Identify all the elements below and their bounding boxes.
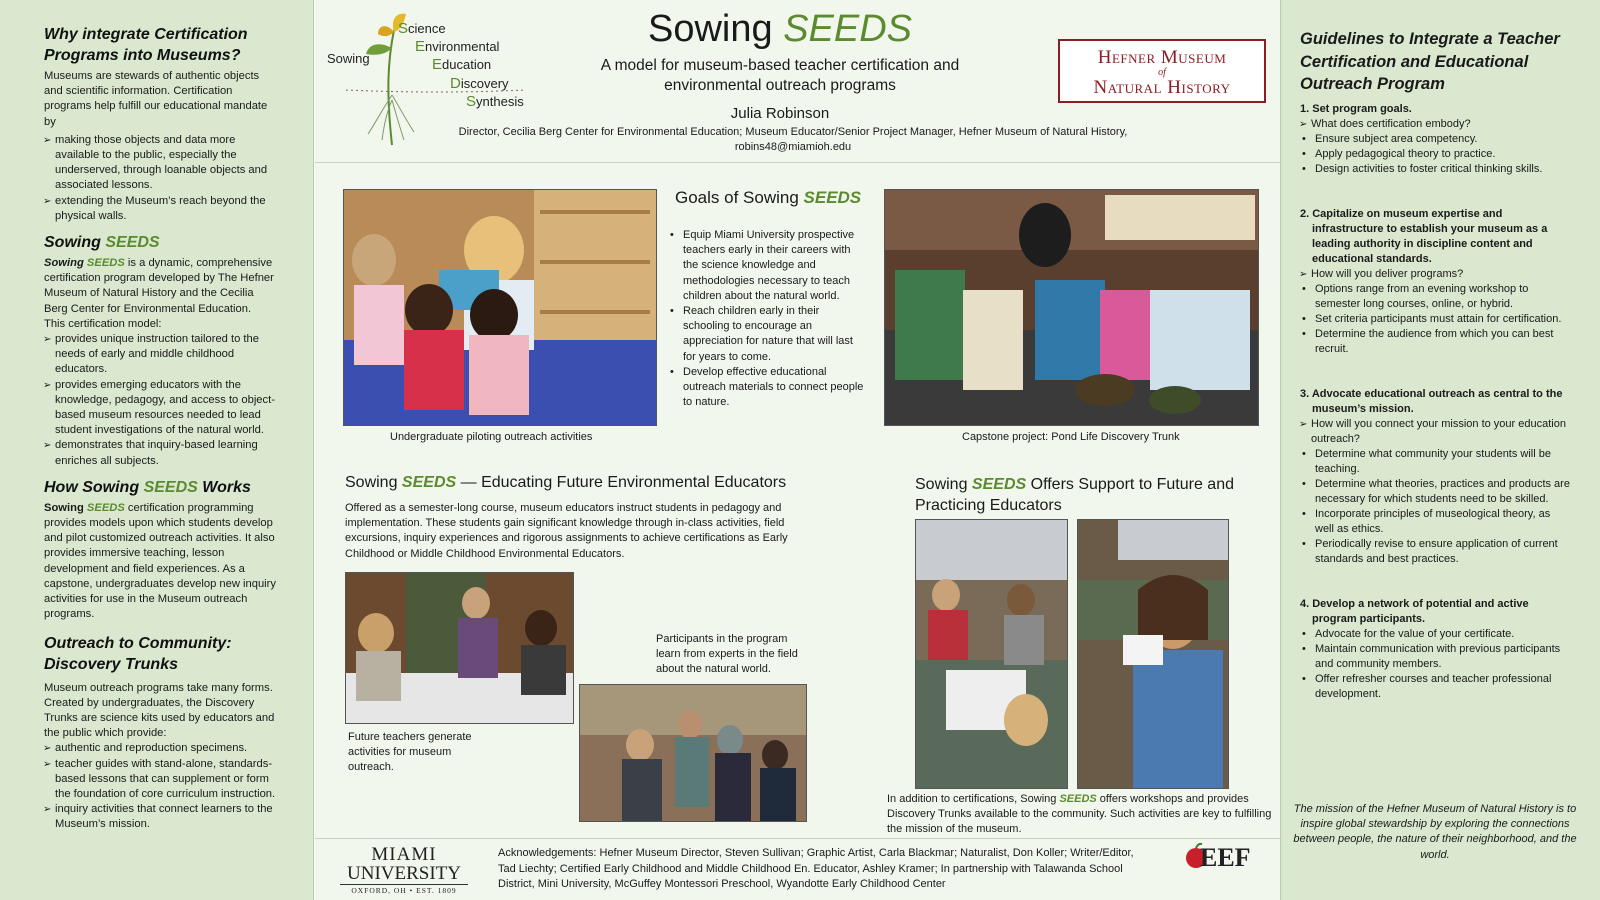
model-list (44, 332, 280, 469)
outreach-list (44, 741, 280, 832)
caption-photo1: Undergraduate piloting outreach activities (390, 431, 593, 443)
support-title-seeds: SEEDS (971, 476, 1027, 493)
eef-logo (1180, 842, 1256, 894)
sowing-inline: Sowing (44, 257, 84, 270)
outreach-title: Outreach to Community: Discovery Trunks (44, 634, 232, 673)
list-item: • Design activities to foster critical thinking skills. (1300, 162, 1570, 177)
educating-text: Offered as a semester-long course, museum educators instruct students in pedagogy and implementation. These students gain significant knowledge through in-class activities, field excursions, inquiry experiences and rigorous assignments to achieve certifications as Early Childhood or Middle Childhood Environmental Educators. (345, 502, 788, 560)
list-item: • Incorporate principles of museological theory, as well as ethics. (1300, 507, 1570, 537)
goals-title-pre: Goals of Sowing (675, 188, 804, 207)
photo-image (344, 190, 657, 426)
how-sowing-inline: Sowing (44, 501, 84, 514)
list-item: ➢ provides emerging educators with the knowledge, pedagogy, and access to object-based museum resources needed to lead student investigations of the natural world. (44, 378, 280, 439)
photo-image (1078, 520, 1229, 789)
guideline-list (1300, 132, 1570, 177)
why-list (44, 133, 280, 224)
list-item: • Offer refresher courses and teacher professional development. (1300, 672, 1570, 702)
list-item: • Equip Miami University prospective teachers early in their careers with the science knowledge and methodologies necessary to teach children about the natural world. (668, 228, 868, 304)
how-text-body: certification programming provides models upon which students develop and pilot customized outreach activities. It also provides immersive teaching, lesson development and field experiences. As a capstone, undergraduates develop new inquiry activities for use in the Museum outreach programs. (44, 501, 276, 621)
list-item: ➢ How will you deliver programs? (1300, 267, 1570, 282)
how-title-pre: How Sowing (44, 478, 140, 496)
list-item: • Determine the audience from which you can best recruit. (1300, 327, 1570, 357)
list-item: ➢ What does certification embody? (1300, 117, 1570, 132)
list-item: • Determine what theories, practices and products are necessary for which students need to be skilled. (1300, 477, 1570, 507)
how-title-post: Works (202, 478, 251, 496)
model-intro: This certification model: (44, 317, 162, 330)
goals-title-seeds: SEEDS (803, 188, 862, 207)
email: robins48@miamioh.edu (734, 140, 852, 153)
logo-sowing: Sowing (327, 51, 370, 66)
support-text-post: offers workshops and provides Discovery Trunks available to the community. Such activities are key to fulfilling the mission of the museum. (887, 793, 1272, 836)
photo-image (580, 685, 807, 822)
miami-line1: MIAMI (371, 844, 437, 865)
sowing-text (44, 256, 280, 317)
list-item: ➢ How will you connect your mission to your education outreach? (1300, 417, 1570, 447)
photo-workshop-right (1077, 519, 1229, 789)
logo-line-environmental: Environmental (415, 38, 500, 55)
museum-logo-line2: Natural History (1093, 77, 1231, 98)
support-title (915, 474, 1255, 516)
support-title-post: Offers Support to Future and Practicing Educators (915, 476, 1234, 514)
list-item: ➢ authentic and reproduction specimens. (44, 741, 280, 756)
how-works-title (44, 477, 280, 498)
museum-logo-of: of (1158, 67, 1166, 78)
hefner-museum-logo (1058, 39, 1266, 103)
seeds-word: SEEDS (143, 478, 198, 496)
sowing-text-body: is a dynamic, comprehensive certification program developed by The Hefner Museum of Natural History and the Cecilia Berg Center for Environmental Education. (44, 257, 274, 315)
list-item: ➢ making those objects and data more available to the public, especially the underserved, through loanable objects and associated lessons. (44, 133, 280, 194)
guideline-arrow-list (1300, 117, 1570, 132)
why-title: Why integrate Certification Programs into Museums? (44, 26, 248, 64)
acknowledgements: Acknowledgements: Hefner Museum Director, Steven Sullivan; Graphic Artist, Carla Blackmar; Naturalist, Don Koller; Writer/Editor, Tad Liechty; Certified Early Childhood and Middle Childhood En. Educator, Ashley Kramer; In partnership with Talawanda School District, Mini University, McGuffey Montessori Preschool, Wyandotte Early Childhood Center (498, 847, 1134, 890)
list-item: • Maintain communication with previous participants and community members. (1300, 642, 1570, 672)
eef-label: EEF (1200, 843, 1251, 872)
list-item: • Determine what community your students will be teaching. (1300, 447, 1570, 477)
photo-image (916, 520, 1068, 789)
photo-pond-life-trunk (884, 189, 1259, 426)
list-item: • Develop effective educational outreach materials to connect people to nature. (668, 365, 868, 411)
educating-title (345, 472, 815, 493)
photo-image (346, 573, 574, 724)
sowing-word: Sowing (44, 234, 101, 252)
affiliation-line: Director, Cecilia Berg Center for Environmental Education; Museum Educator/Senior Project Manager, Hefner Museum of Natural History, (458, 126, 1128, 138)
museum-mission: The mission of the Hefner Museum of Natural History is to inspire global stewardship by exploring the connections between people, the nature of their neighborhood, and the world. (1293, 803, 1577, 861)
outreach-text: Museum outreach programs take many forms. Created by undergraduates, the Discovery Trunks are science kits used by educators and the public which provide: (44, 681, 275, 740)
list-item: ➢ inquiry activities that connect learners to the Museum’s mission. (44, 802, 280, 832)
guidelines (1300, 28, 1570, 702)
list-item: ➢ extending the Museum’s reach beyond the physical walls. (44, 194, 280, 224)
support-title-pre: Sowing (915, 476, 972, 493)
goals-list (668, 228, 868, 410)
list-item: • Periodically revise to ensure application of current standards and best practices. (1300, 537, 1570, 567)
museum-logo-line1: Hefner Museum (1097, 47, 1227, 68)
title-seeds: SEEDS (783, 8, 913, 50)
guideline-head: 3. Advocate educational outreach as central to the museum’s mission. (1300, 387, 1563, 415)
seeds-word: SEEDS (105, 234, 160, 252)
guideline-list (1300, 282, 1570, 357)
how-text (44, 501, 280, 623)
why-text: Museums are stewards of authentic objects and scientific information. Certification programs help fulfill our educational mandate by (44, 70, 268, 128)
list-item: ➢ demonstrates that inquiry-based learning enriches all subjects. (44, 438, 280, 468)
caption-photo2: Capstone project: Pond Life Discovery Trunk (962, 431, 1180, 443)
photo-undergraduate-outreach (343, 189, 657, 426)
guideline-4 (1300, 597, 1570, 702)
list-item: • Reach children early in their schooling to encourage an appreciation for nature that will last for years to come. (668, 304, 868, 365)
logo-line-education: Education (432, 56, 492, 73)
photo-future-teachers (345, 572, 574, 724)
guideline-1 (1300, 102, 1570, 177)
list-item: • Ensure subject area competency. (1300, 132, 1570, 147)
logo-line-synthesis: Synthesis (466, 93, 524, 110)
support-text-seeds: SEEDS (1059, 793, 1097, 805)
guideline-list (1300, 627, 1570, 702)
guidelines-title: Guidelines to Integrate a Teacher Certification and Educational Outreach Program (1300, 30, 1560, 93)
guideline-2 (1300, 207, 1570, 357)
photo-image (885, 190, 1259, 426)
subtitle: A model for museum-based teacher certification and environmental outreach programs (600, 57, 960, 94)
support-text-pre: In addition to certifications, Sowing (887, 793, 1060, 805)
caption-photo4: Participants in the program learn from experts in the field about the natural world. (656, 633, 798, 675)
seeds-inline: SEEDS (86, 501, 125, 514)
caption-photo3: Future teachers generate activities for museum outreach. (348, 731, 472, 773)
guideline-arrow-list (1300, 267, 1570, 282)
list-item: • Apply pedagogical theory to practice. (1300, 147, 1570, 162)
guideline-arrow-list (1300, 417, 1570, 447)
list-item: ➢ teacher guides with stand-alone, standards-based lessons that can supplement or form the foundation of core curriculum instruction. (44, 757, 280, 803)
page-title (560, 6, 1000, 52)
educating-title-seeds: SEEDS (401, 474, 457, 491)
list-item: • Advocate for the value of your certificate. (1300, 627, 1570, 642)
logo-line-science: Science (398, 20, 446, 37)
photo-field-experts (579, 684, 807, 822)
guideline-list (1300, 447, 1570, 567)
left-column-content (44, 24, 280, 833)
list-item: • Set criteria participants must attain for certification. (1300, 312, 1570, 327)
guideline-head: 4. Develop a network of potential and active program participants. (1300, 597, 1529, 625)
guideline-3 (1300, 387, 1570, 567)
list-item: ➢ provides unique instruction tailored to the needs of early and middle childhood educators. (44, 332, 280, 378)
photo-workshop-left (915, 519, 1068, 789)
miami-university-logo (340, 846, 468, 896)
support-text (887, 792, 1273, 838)
title-plain: Sowing (647, 8, 784, 50)
guideline-head: 2. Capitalize on museum expertise and infrastructure to establish your museum as a leading authority in discipline content and educational standards. (1300, 207, 1548, 265)
author: Julia Robinson (730, 105, 830, 122)
educating-title-post: — Educating Future Environmental Educators (456, 474, 787, 491)
header-divider (315, 162, 1280, 163)
seeds-inline: SEEDS (86, 257, 125, 270)
miami-line3: OXFORD, OH • EST. 1809 (351, 886, 457, 895)
sowing-seeds-title (44, 232, 280, 253)
educating-title-pre: Sowing (345, 474, 402, 491)
affiliation (420, 125, 1166, 154)
goals-title (675, 187, 875, 208)
list-item: • Options range from an evening workshop to semester long courses, online, or hybrid. (1300, 282, 1570, 312)
footer-divider (315, 838, 1280, 839)
miami-line2: UNIVERSITY (340, 864, 468, 885)
logo-line-discovery: Discovery (450, 75, 509, 92)
guideline-head: 1. Set program goals. (1300, 102, 1412, 115)
